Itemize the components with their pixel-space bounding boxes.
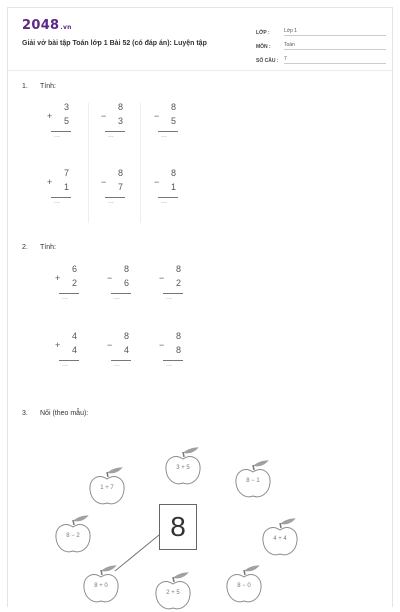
apple-card[interactable] — [224, 561, 264, 605]
operand-top: 8 — [117, 102, 123, 112]
operand-bottom: 2 — [71, 278, 77, 288]
operand-bottom: 4 — [71, 345, 77, 355]
question-number: 3. — [22, 410, 28, 417]
operand-top: 6 — [71, 264, 77, 274]
operand-top: 8 — [175, 331, 181, 341]
operand-top: 8 — [123, 264, 129, 274]
operator: + — [55, 273, 61, 283]
operand-bottom: 1 — [63, 182, 69, 192]
operator: + — [55, 340, 61, 350]
answer-blank[interactable]: ... — [166, 361, 172, 368]
answer-blank[interactable]: ... — [108, 198, 114, 205]
operator: − — [154, 111, 160, 121]
question-title: Nối (theo mẫu): — [40, 410, 89, 417]
operand-bottom: 3 — [117, 116, 123, 126]
answer-blank[interactable]: ... — [114, 294, 120, 301]
operand-bottom: 5 — [63, 116, 69, 126]
operand-bottom: 4 — [123, 345, 129, 355]
operand-bottom: 6 — [123, 278, 129, 288]
operator: − — [154, 177, 160, 187]
answer-blank[interactable]: ... — [62, 361, 68, 368]
operand-bottom: 5 — [170, 116, 176, 126]
apple-expression: 8 − 1 — [246, 478, 260, 484]
site-logo[interactable]: 2048.vn — [22, 18, 72, 33]
answer-blank[interactable]: ... — [62, 294, 68, 301]
meta-label: SỐ CÂU : — [256, 58, 279, 64]
apple-expression: 2 + 5 — [166, 590, 180, 596]
answer-blank[interactable]: ... — [161, 198, 167, 205]
meta-value: Toán — [284, 42, 386, 50]
question-number: 2. — [22, 244, 28, 251]
operand-top: 3 — [63, 102, 69, 112]
operator: − — [101, 177, 107, 187]
operator: + — [47, 111, 53, 121]
apple-card[interactable] — [81, 561, 121, 605]
apple-card[interactable] — [153, 568, 193, 612]
apple-card[interactable] — [163, 443, 203, 487]
answer-blank[interactable]: ... — [108, 132, 114, 139]
operand-bottom: 8 — [175, 345, 181, 355]
answer-blank[interactable]: ... — [114, 361, 120, 368]
operator: + — [47, 177, 53, 187]
page-title: Giải vở bài tập Toán lớp 1 Bài 52 (có đáp án): Luyện tập — [22, 40, 207, 47]
answer-blank[interactable]: ... — [54, 198, 60, 205]
operand-top: 8 — [117, 168, 123, 178]
question-title: Tính: — [40, 244, 56, 251]
operand-bottom: 7 — [117, 182, 123, 192]
apple-card[interactable] — [260, 514, 300, 558]
operator: − — [159, 340, 165, 350]
operator: − — [107, 340, 113, 350]
apple-card[interactable] — [53, 511, 93, 555]
meta-value: 7 — [284, 56, 386, 64]
answer-blank[interactable]: ... — [54, 132, 60, 139]
operand-top: 8 — [175, 264, 181, 274]
operand-top: 8 — [123, 331, 129, 341]
operator: − — [107, 273, 113, 283]
operand-bottom: 2 — [175, 278, 181, 288]
apple-expression: 1 + 7 — [100, 485, 114, 491]
operand-top: 4 — [71, 331, 77, 341]
answer-blank[interactable]: ... — [166, 294, 172, 301]
operand-top: 8 — [170, 102, 176, 112]
question-number: 1. — [22, 83, 28, 90]
apple-card[interactable] — [87, 463, 127, 507]
apple-expression: 8 − 0 — [237, 583, 251, 589]
operand-top: 8 — [170, 168, 176, 178]
operand-top: 7 — [63, 168, 69, 178]
target-number-box: 8 — [159, 504, 197, 550]
meta-label: MÔN : — [256, 44, 271, 50]
meta-value: Lớp 1 — [284, 28, 386, 36]
meta-label: LỚP : — [256, 30, 270, 36]
answer-blank[interactable]: ... — [161, 132, 167, 139]
question-title: Tính: — [40, 83, 56, 90]
worksheet-page — [7, 7, 393, 607]
operand-bottom: 1 — [170, 182, 176, 192]
operator: − — [159, 273, 165, 283]
apple-expression: 4 + 4 — [273, 536, 287, 542]
operator: − — [101, 111, 107, 121]
apple-card[interactable] — [233, 456, 273, 500]
apple-expression: 8 + 0 — [94, 583, 108, 589]
apple-expression: 3 + 5 — [176, 465, 190, 471]
apple-expression: 8 − 2 — [66, 533, 80, 539]
